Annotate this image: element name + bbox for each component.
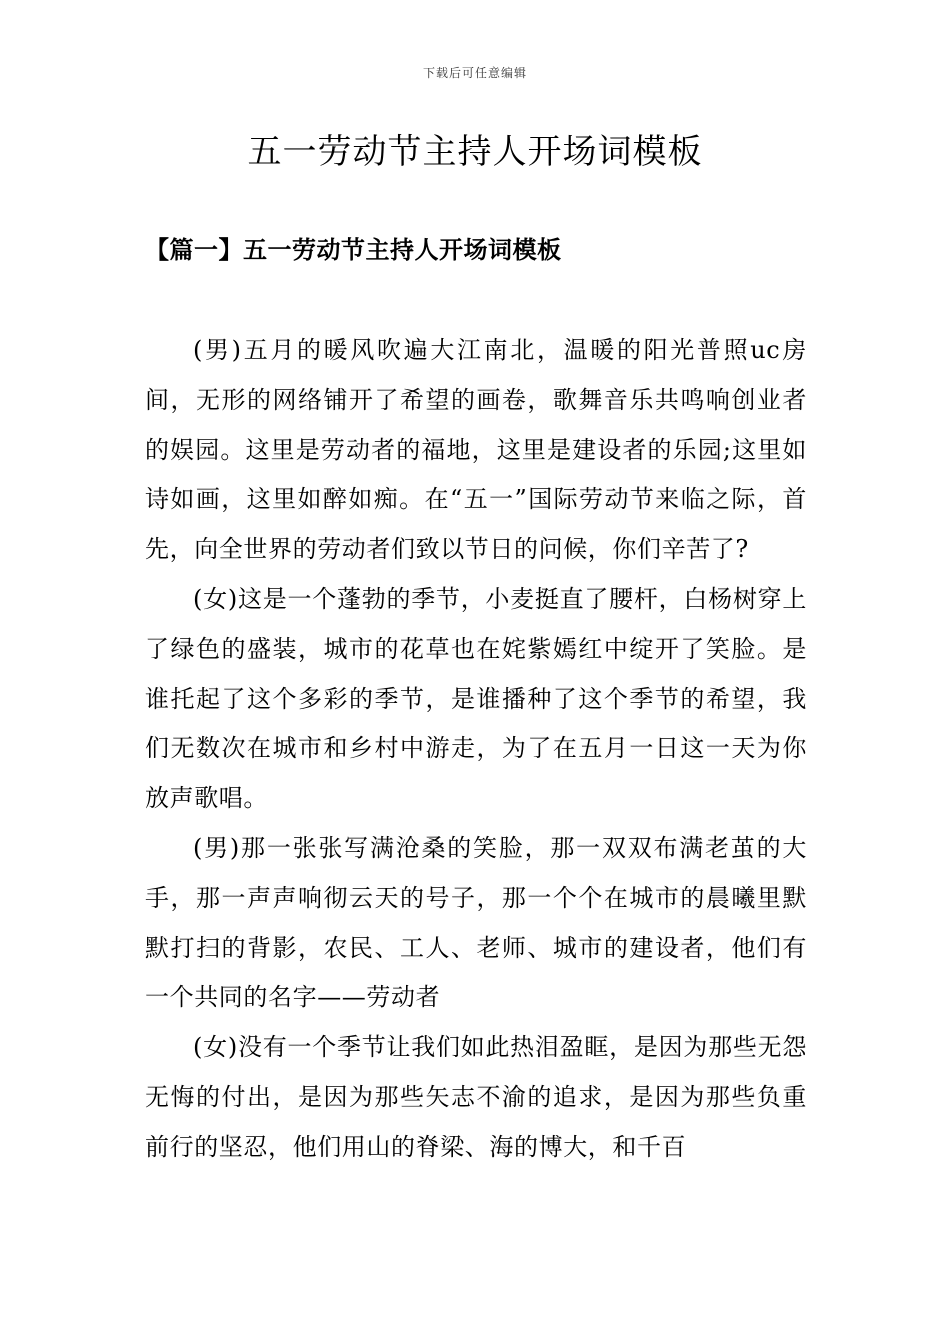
- paragraph: (女)没有一个季节让我们如此热泪盈眶，是因为那些无怨无悔的付出，是因为那些矢志不渝的追求，是因为那些负重前行的坚忍，他们用山的脊梁、海的博大，和千百: [145, 1033, 807, 1161]
- header-note: 下载后可任意编辑: [422, 66, 527, 80]
- section-heading: 【篇一】五一劳动节主持人开场词模板: [145, 235, 562, 264]
- paragraph: (男)那一张张写满沧桑的笑脸，那一双双布满老茧的大手，那一声声响彻云天的号子，那一个个在城市的晨曦里默默打扫的背影，农民、工人、老师、城市的建设者，他们有一个共同的名字——劳动者: [145, 833, 807, 1012]
- document-title: 五一劳动节主持人开场词模板: [247, 132, 703, 172]
- paragraph: (男)五月的暖风吹遍大江南北，温暖的阳光普照uc房间，无形的网络铺开了希望的画卷，歌舞音乐共鸣响创业者的娱园。这里是劳动者的福地，这里是建设者的乐园;这里如诗如画，这里如醉如痴。在“五一”国际劳动节来临之际，首先，向全世界的劳动者们致以节日的问候，你们辛苦了?: [145, 336, 807, 564]
- paragraph: (女)这是一个蓬勃的季节，小麦挺直了腰杆，白杨树穿上了绿色的盛装，城市的花草也在姹紫嫣红中绽开了笑脸。是谁托起了这个多彩的季节，是谁播种了这个季节的希望，我们无数次在城市和乡村中游走，为了在五月一日这一天为你放声歌唱。: [145, 584, 807, 813]
- body-text: [145, 326, 807, 1173]
